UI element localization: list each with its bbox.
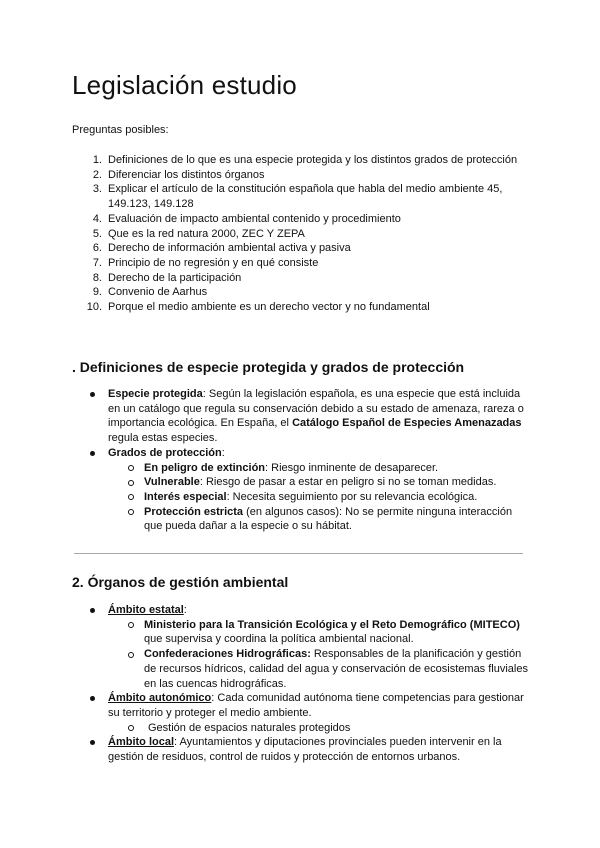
list-item-text: Definiciones de lo que es una especie protegida y los distintos grados de protección — [108, 154, 518, 166]
term-ambito-estatal: Ámbito estatal — [108, 604, 184, 616]
list-item — [72, 153, 542, 168]
list-item-text: Derecho de la participación — [108, 271, 242, 284]
bullet-icon — [90, 392, 95, 397]
list-item-text: Explicar el artículo de la constitución española que habla del medio ambiente 45, 149.123, 149.128 — [108, 183, 503, 211]
circle-bullet-icon — [128, 622, 134, 628]
term-especie-protegida: Especie protegida — [108, 388, 203, 400]
circle-bullet-icon — [128, 509, 134, 515]
term-ambito-local: Ámbito local — [108, 736, 175, 749]
sub-term: Confederaciones Hidrográficas: — [144, 648, 311, 661]
list-item — [72, 168, 542, 183]
list-item — [72, 182, 542, 211]
list-item — [72, 241, 542, 256]
list-item — [72, 212, 542, 227]
circle-bullet-icon — [128, 725, 134, 731]
list-item — [72, 227, 542, 242]
circle-bullet-icon — [128, 480, 134, 486]
sub-bullet — [72, 505, 532, 534]
circle-bullet-icon — [128, 465, 134, 471]
bullet-text: : Ayuntamientos y diputaciones provinciales pueden intervenir en la gestión de residuos, control de ruidos y protección de entornos urbanos. — [108, 736, 502, 764]
list-item-text: Derecho de información ambiental activa y pasiva — [108, 242, 351, 255]
bullet-ambito-autonomico — [72, 691, 532, 720]
list-item-text: Evaluación de impacto ambiental contenido y procedimiento — [108, 212, 401, 225]
intro-text: Preguntas posibles: — [72, 124, 169, 136]
bullet-especie-protegida — [72, 387, 532, 446]
bullet-text: regula estas especies. — [108, 432, 218, 445]
sub-text: (en algunos casos): No se permite ninguna interacción que pueda dañar a la especie o su hábitat. — [144, 505, 513, 533]
bullet-icon — [90, 740, 95, 745]
list-item — [72, 256, 542, 271]
bullet-text: : Según la legislación española, es una especie que está incluida en un catálogo que regula su conservación debido a su estado de amenaza, rareza o importancia ecológica. En España, el — [108, 388, 524, 430]
page-title: Legislación estudio — [72, 70, 297, 100]
sub-text: : Necesita seguimiento por su relevancia ecológica. — [226, 490, 478, 503]
bullet-ambito-estatal — [72, 603, 532, 618]
sub-term: Protección estricta — [144, 505, 244, 518]
horizontal-divider — [74, 553, 523, 554]
bullet-text: : — [221, 446, 225, 459]
sub-bullet — [72, 475, 532, 490]
bullet-icon — [90, 608, 95, 613]
list-item — [72, 300, 542, 315]
bullet-text: : — [183, 604, 187, 616]
sub-text: : Riesgo de pasar a estar en peligro si no se toman medidas. — [199, 476, 497, 489]
term-ambito-autonomico: Ámbito autonómico — [108, 692, 212, 705]
sub-bullet — [72, 647, 532, 691]
list-number: 3. — [92, 183, 102, 196]
list-number: 6. — [92, 242, 102, 255]
list-number: 10. — [86, 301, 102, 314]
sub-term: Interés especial — [144, 490, 227, 503]
questions-list — [72, 153, 542, 315]
term-catalogo: Catálogo Español de Especies Amenazadas — [292, 417, 522, 430]
bullet-grados-proteccion — [72, 446, 532, 461]
list-number: 7. — [92, 256, 102, 269]
section-2-heading: 2. Órganos de gestión ambiental — [72, 574, 289, 590]
section-1-heading: . Definiciones de especie protegida y grados de protección — [72, 359, 465, 375]
list-item-text: Diferenciar los distintos órganos — [108, 168, 265, 181]
sub-bullet — [72, 490, 532, 505]
list-item-text: Principio de no regresión y en qué consiste — [108, 256, 319, 269]
bullet-icon — [90, 451, 95, 456]
bullet-text: : Cada comunidad autónoma tiene competencias para gestionar su territorio y proteger el medio ambiente. — [108, 692, 524, 719]
list-number: 4. — [92, 212, 102, 225]
sub-bullet — [72, 721, 532, 736]
sub-text: Gestión de espacios naturales protegidos — [148, 721, 351, 734]
bullet-icon — [90, 696, 95, 701]
list-item — [72, 271, 542, 286]
circle-bullet-icon — [128, 652, 134, 658]
section-2-body — [72, 603, 532, 765]
sub-term: Ministerio para la Transición Ecológica y el Reto Demográfico (MITECO) — [144, 618, 520, 631]
list-number: 1. — [92, 154, 102, 166]
list-number: 2. — [92, 168, 102, 181]
sub-text: Responsables de la planificación y gestión de recursos hídricos, calidad del agua y conservación de ecosistemas fluviales en las cuencas hidrográficas. — [144, 648, 528, 690]
list-number: 5. — [92, 227, 102, 240]
term-grados: Grados de protección — [108, 446, 222, 459]
list-number: 9. — [92, 286, 102, 299]
sub-text: : Riesgo inminente de desaparecer. — [265, 461, 439, 474]
list-item-text: Porque el medio ambiente es un derecho vector y no fundamental — [108, 301, 430, 314]
section-1-body — [72, 387, 532, 534]
list-number: 8. — [92, 271, 102, 284]
circle-bullet-icon — [128, 494, 134, 500]
sub-term: En peligro de extinción — [144, 461, 266, 474]
list-item-text: Que es la red natura 2000, ZEC Y ZEPA — [108, 227, 305, 240]
list-item — [72, 285, 542, 300]
sub-bullet — [72, 461, 532, 476]
bullet-ambito-local — [72, 735, 532, 764]
sub-text: que supervisa y coordina la política ambiental nacional. — [144, 633, 414, 646]
sub-term: Vulnerable — [144, 476, 200, 489]
list-item-text: Convenio de Aarhus — [108, 286, 208, 299]
sub-bullet — [72, 618, 532, 647]
